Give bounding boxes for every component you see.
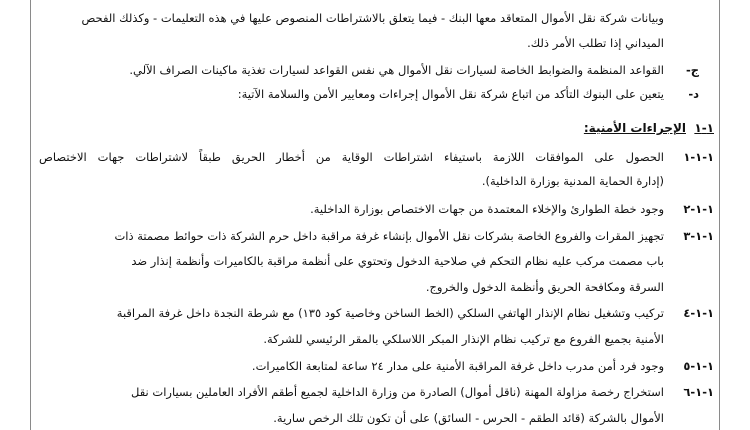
item-letter-text: يتعين على البنوك التأكد من اتباع شركة نقل الأموال إجراءات ومعايير الأمن والسلامة الآتية: [237,87,664,101]
section-title: الإجراءات الأمنية: [583,121,686,135]
document-page [30,0,720,430]
item-6-line-1: ١-١-٦استخراج رخصة مزاولة المهنة (ناقل أموال) الصادرة من وزارة الداخلية لجميع أطقم الأفراد العاملين بسيارات نقل [131,385,714,399]
item-3-line-1: ١-١-٣تجهيز المقرات والفروع الخاصة بشركات نقل الأموال بإنشاء غرفة مراقبة داخل حرم الشركة ذات حوائط مصمتة ذات [114,229,714,243]
item-5-line-1: ١-١-٥وجود فرد أمن مدرب داخل غرفة المراقبة الأمنية على مدار ٢٤ ساعة لمتابعة الكاميرات. [251,359,714,373]
item-number: ١-١-٦ [683,385,714,399]
item-letter-d [31,86,699,102]
item-number: ١-١-٣ [683,229,714,243]
item-letter-j [31,62,699,78]
item-6-line-2: الأموال بالشركة (قائد الطقم - الحرس - السائق) على أن تكون تلك الرخص سارية. [273,411,664,425]
item-number: ١-١-٤ [683,306,714,320]
intro-line-1: وبيانات شركة نقل الأموال المتعاقد معها البنك - فيما يتعلق بالاشتراطات المنصوص عليها في هذه التعليمات - وكذلك الفحص [81,11,664,25]
item-4-line-2: الأمنية بجميع الفروع مع تركيب نظام الإنذار المبكر اللاسلكي بالمقر الرئيسي للشركة. [263,332,664,346]
intro-line-2: الميداني إذا تطلب الأمر ذلك. [527,36,664,50]
item-number: ١-١-٢ [683,202,714,216]
item-4-line-1: ١-١-٤تركيب وتشغيل نظام الإنذار الهاتفي السلكي (الخط الساخن وخاصية كود ١٣٥) مع شرطة النجدة داخل غرفة المراقبة [116,306,714,320]
item-number: ١-١-٥ [683,359,714,373]
item-1-line-2: (إدارة الحماية المدنية بوزارة الداخلية). [481,174,664,188]
item-letter-marker: ج- [685,63,699,77]
item-number: ١-١-١ [683,150,714,164]
section-number: ١-١ [694,121,714,135]
item-letter-marker: د- [688,87,699,101]
item-3-line-2: باب مصمت مركب عليه نظام التحكم في صلاحية الدخول وتحتوي على أنظمة مراقبة بالكاميرات وأنظمة إنذار ضد [131,254,664,268]
item-1-line-1: ١-١-١الحصول على الموافقات اللازمة باستيفاء اشتراطات الوقاية من أخطار الحريق طبقاً لاشتراطات جهات الاختصاص [39,150,714,164]
item-2-line-1: ١-١-٢وجود خطة الطوارئ والإخلاء المعتمدة من جهات الاختصاص بوزارة الداخلية. [310,202,714,216]
section-heading [31,120,714,136]
item-3-line-3: السرقة ومكافحة الحريق وأنظمة الدخول والخروج. [425,280,664,294]
item-letter-text: القواعد المنظمة والضوابط الخاصة لسيارات نقل الأموال هي نفس القواعد لسيارات تغذية ماكينات الصراف الآلي. [129,63,664,77]
